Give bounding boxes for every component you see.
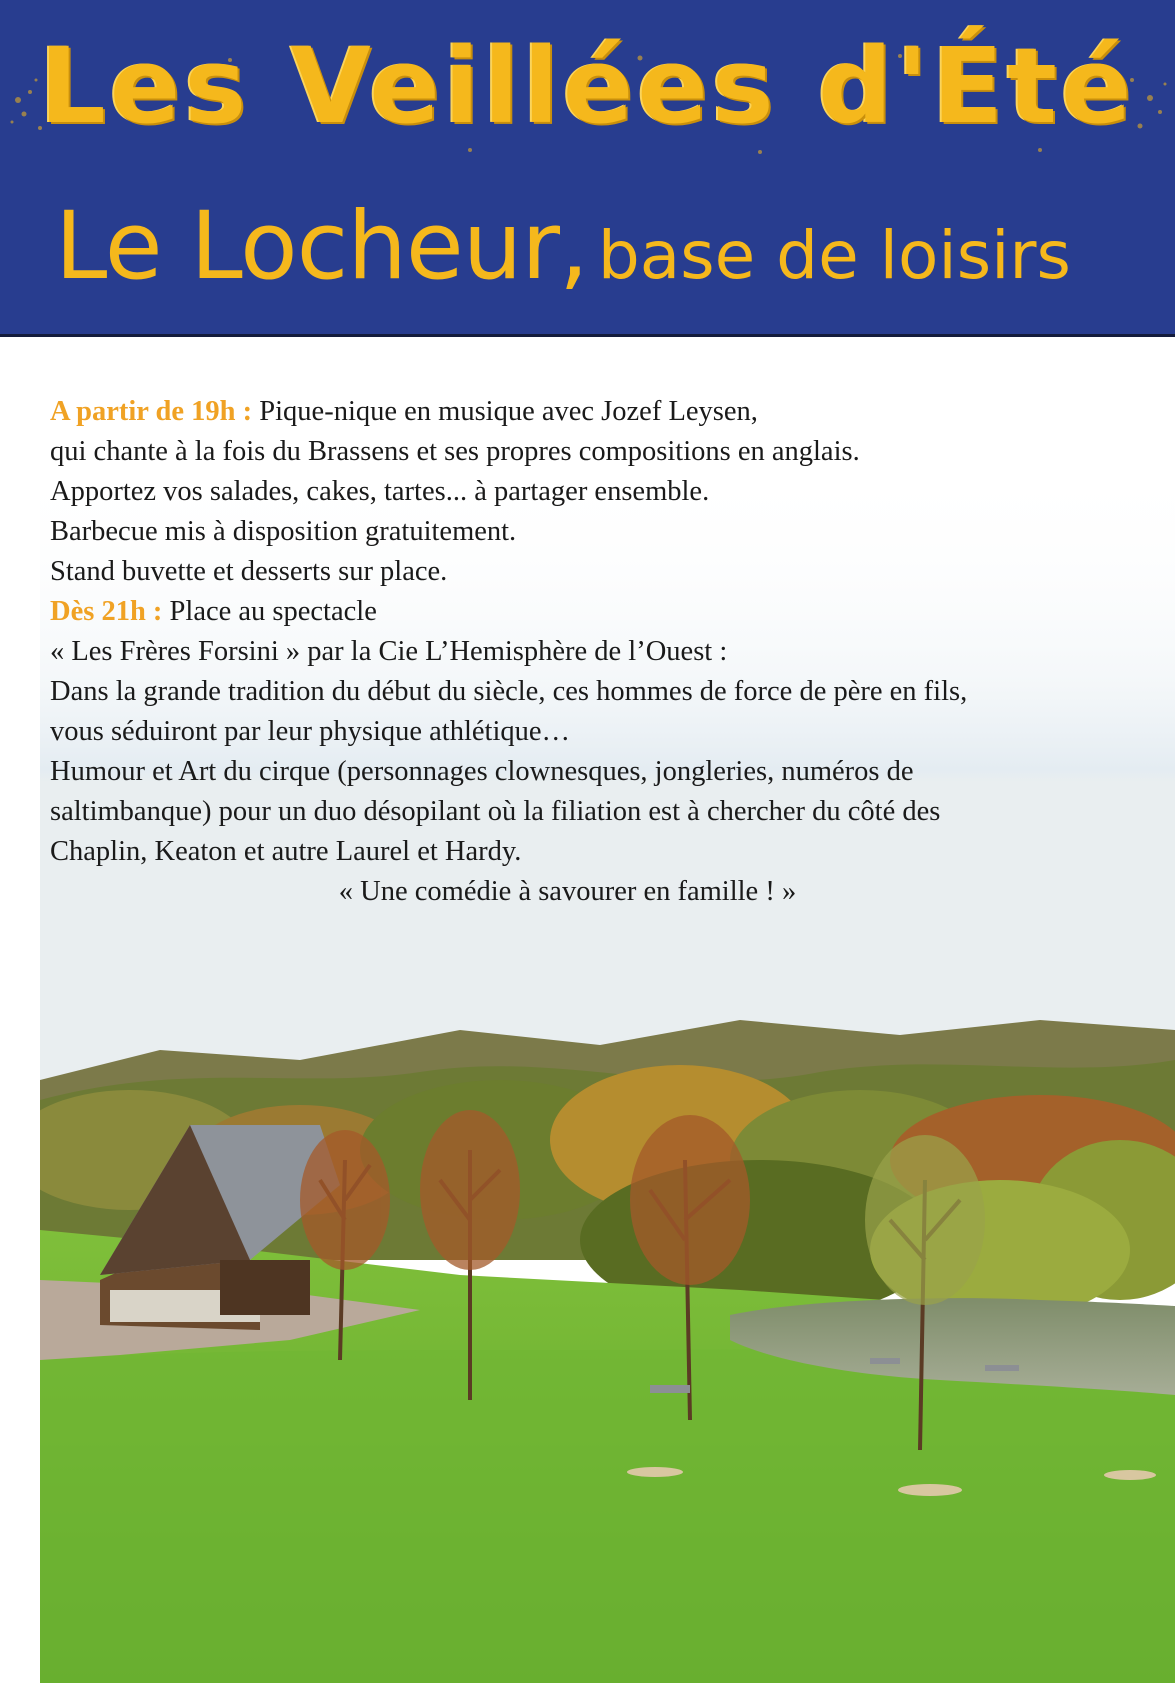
description-line-3: Humour et Art du cirque (personnages clownesques, jongleries, numéros de [50,756,914,787]
second-time-label: Dès 21h : [50,596,163,627]
info-line-1: Apportez vos salades, cakes, tartes... à partager ensemble. [50,476,710,507]
show-title-line: « Les Frères Forsini » par la Cie L’Hemisphère de l’Ouest : [50,636,728,667]
second-text: Place au spectacle [169,596,377,627]
description-line-2: vous séduiront par leur physique athlétique… [50,716,571,747]
first-text-2: qui chante à la fois du Brassens et ses propres compositions en anglais. [50,436,860,467]
first-time-label: A partir de 19h : [50,396,253,427]
event-title: Les Veillées d'Été [39,25,1136,147]
description-line-5: Chaplin, Keaton et autre Laurel et Hardy. [50,836,522,867]
description-line-1: Dans la grande tradition du début du siècle, ces hommes de force de père en fils, [50,676,968,707]
venue-name: Le Locheur, [55,192,588,301]
header-banner [0,0,1175,337]
description-line-4: saltimbanque) pour un duo désopilant où la filiation est à chercher du côté des [50,796,941,827]
info-line-2: Barbecue mis à disposition gratuitement. [50,516,517,547]
venue-subtitle: base de loisirs [597,217,1071,294]
first-text: Pique-nique en musique avec Jozef Leysen, [259,396,758,427]
tagline-quote: « Une comédie à savourer en famille ! » [338,876,797,907]
venue-heading [55,192,1071,301]
program-text [50,392,1165,912]
info-line-3: Stand buvette et desserts sur place. [50,556,448,587]
